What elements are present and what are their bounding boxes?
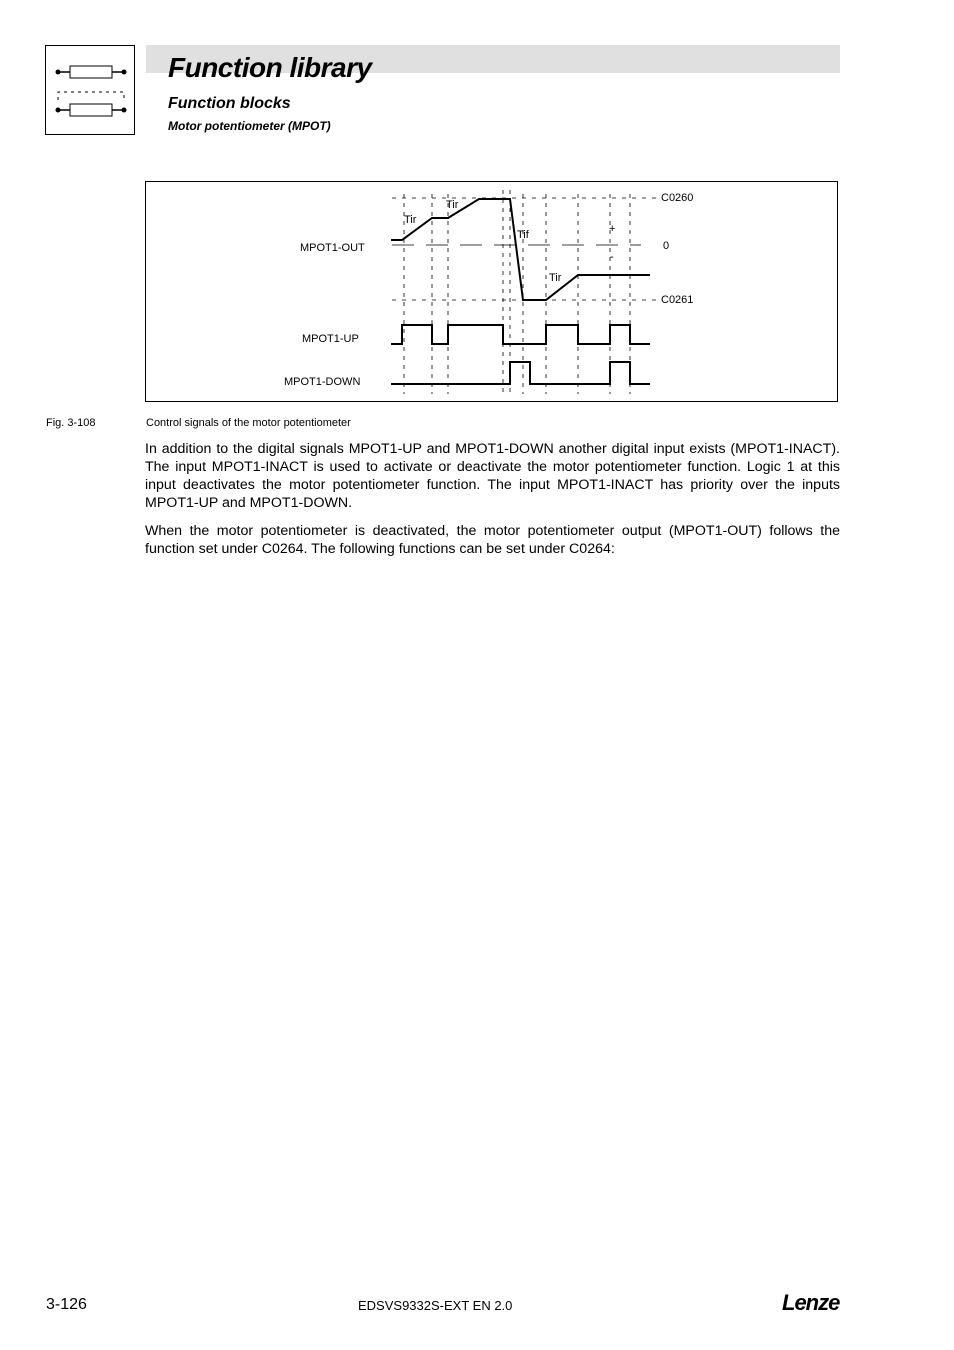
mpot1-up-waveform [391, 325, 650, 344]
sign-label-minus: - [610, 251, 614, 263]
level-label-upper: C0260 [661, 192, 694, 204]
ramp-label-tir-3: Tir [549, 272, 562, 284]
signal-label-down: MPOT1-DOWN [284, 376, 361, 388]
figure-caption: Control signals of the motor potentiometer [146, 417, 351, 429]
body-paragraph-2: When the motor potentiometer is deactivated, the motor potentiometer output (MPOT1-OUT) follows the function set under C0264. The following functions can be set under C0264: [145, 523, 840, 557]
timing-diagram [145, 181, 838, 402]
time-markers [404, 190, 630, 394]
page-title: Function library [168, 52, 372, 83]
ramp-label-tir-1: Tir [404, 214, 417, 226]
level-label-lower: C0261 [661, 294, 694, 306]
subsection-title: Motor potentiometer (MPOT) [168, 119, 331, 133]
section-title: Function blocks [168, 95, 291, 112]
mpot1-out-waveform [391, 199, 650, 300]
ramp-label-tir-2: Tir [446, 199, 459, 211]
signal-label-up: MPOT1-UP [302, 333, 359, 345]
figure-number: Fig. 3-108 [46, 417, 96, 429]
level-label-zero: 0 [663, 240, 670, 252]
body-paragraph-1: In addition to the digital signals MPOT1-UP and MPOT1-DOWN another digital input exists (MPOT1-INACT). The input MPOT1-INACT is used to activate or deactivate the motor potentiometer function. Logic 1 at this input deactivates the motor potentiometer function. The input MPOT1-INACT has priority over the inputs MPOT1-UP and MPOT1-DOWN. [145, 441, 840, 511]
mpot1-down-waveform [391, 362, 650, 384]
brand-logo: Lenze [782, 1290, 840, 1315]
signal-label-out: MPOT1-OUT [300, 242, 365, 254]
sign-label-plus: + [609, 223, 616, 235]
ramp-label-tif: Tif [517, 229, 529, 241]
page-number: 3-126 [46, 1296, 87, 1313]
document-id: EDSVS9332S-EXT EN 2.0 [358, 1298, 513, 1313]
function-block-icon [45, 45, 135, 135]
